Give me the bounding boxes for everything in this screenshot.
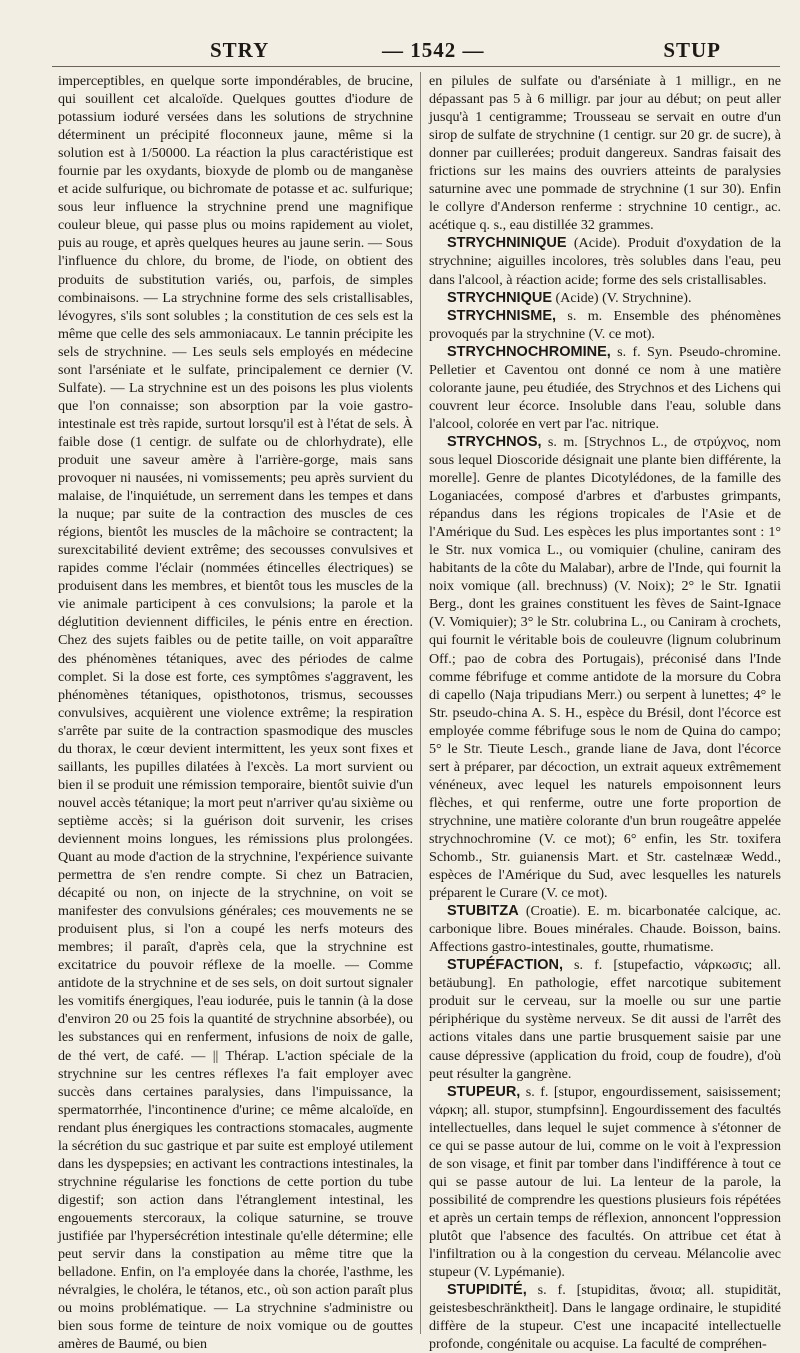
entry-definition: s. f. [stupor, engourdissement, saisissement; νάρκη; all. stupor, stumpfsinn]. Engourdissement des facultés intellectuelles, dans lequel le sujet commence à s'étonner de ce qui se passe autour de lui, comme on le voit à l'expression de son visage, et finit par tomber dans l'indifférence à tout ce qui se passe autour de lui. La lenteur de la parole, la possibilité de comprendre les questions plusieurs fois répétées et après un certain temps de réflexion, annoncent l'oppression plutôt que l'absence des facultés. On attribue cet état à l'infiltration ou à la congestion du cerveau. Mélancolie avec stupeur (V. Lypémanie).: [429, 1083, 781, 1281]
entry-headword: STUPIDITÉ,: [447, 1282, 527, 1299]
left-column: [58, 72, 413, 1353]
left-column-text: imperceptibles, en quelque sorte impondérables, de brucine, qui souillent cet alcaloïde. Quelques gouttes d'iodure de potassium ioduré versées dans les solutions de strychnine déterminent un précipité floconneux jaune, même si la solution est à 1/50000. La réaction la plus caractéristique est fournie par les oxydants, bioxyde de plomb ou de manganèse et acide sulfurique, ou bichromate de potasse et ac. sulfurique; sous leur influence la strychnine prend une magnifique couleur bleue, qui passe plus ou moins rapidement au violet, puis au rouge, et après quelques heures au jaune serin. — Sous l'influence du chlore, du brome, de l'iode, on obtient des produits de substitution variés, ou, parfois, de simples combinaisons. — La strychnine forme des sels cristallisables, lévogyres, s'ils sont solubles ; la constitution de ces sels est la même que celle des sels ammoniacaux. Le tannin précipite les sels de strychnine. — Les seuls sels employés en médecine sont l'arséniate et le sulfate, principalement ce dernier (V. Sulfate). — La strychnine est un des poisons les plus violents que l'on connaisse; son absorption par la voie gastro-intestinale est très rapide, surtout lorsqu'il est à l'état de sels. À faible dose (1 centigr. de sulfate ou de chlorhydrate), elle produit une saveur amère à l'arrière-gorge, mais sans provoquer ni nausées, ni vomissements; peu après survient du malaise, de l'inquiétude, un serrement dans les tempes et dans la nuque; par suite de la contraction des muscles de ces régions, bientôt les muscles de la mâchoire se contractent; la surexcitabilité devient extrême; des secousses convulsives et rapides comme l'éclair (nommées étincelles électriques) se produisent dans les membres, et bientôt tous les muscles de la vie animale participent à ces convulsions; la parole et la déglutition deviennent difficiles, le pénis entre en érection. Chez des sujets faibles ou de petite taille, on voit apparaître des phénomènes tétaniques, avec des périodes de calme complet. Si la dose est forte, ces symptômes s'aggravent, les phénomènes tétaniques, opisthotonos, trismus, secousses convulsives, acquièrent une violence extrême; la respiration s'arrête par suite de la contraction spasmodique des muscles du thorax, le cœur devient intermittent, les yeux sont fixes et saillants, les pupilles dilatées à l'excès. La mort survient ou bien il se produit une rémission temporaire, bientôt suivie d'un nouvel accès tétanique; la mort peut n'arriver qu'au sixième ou septième accès; si la guérison doit survenir, les crises deviennent moins longues, les rémissions plus prolongées. Quant au mode d'action de la strychnine, l'expérience suivante permettra de s'en rendre compte. Si chez un Batracien, décapité ou non, on injecte de la strychnine, on voit se manifester des convulsions générales; ces mouvements ne se produisent plus, si l'on a coupé les nerfs moteurs des membres; il paraît, d'après cela, que la strychnine est excitatrice du pouvoir réflexe de la moelle. — Comme antidote de la strychnine et de ses sels, on doit surtout signaler les vomitifs énergiques, l'eau iodurée, puis le tannin (à la dose d'environ 20 ou 25 fois la quantité de strychnine absorbée), ou les substances qui en renferment, infusions de noix de galle, de thé vert, de café. — || Thérap. L'action spéciale de la strychnine sur les centres réflexes l'a fait employer avec succès dans certaines paralysies, dans l'impuissance, la spermatorrhée, l'incontinence d'urine; ce même alcaloïde, en rendant plus énergiques les contractions stomacales, augmente la sécrétion du suc gastrique et par suite est employé utilement dans les dyspepsies; en activant les contractions intestinales, la strychnine régularise les fonctions de cette portion du tube digestif; son action dans l'étranglement intestinal, les engouements stercoraux, la colique saturnine, se trouve justifiée par l'hypersécrétion intestinale qu'elle détermine; elle peut servir dans la constipation au même titre que la belladone. Enfin, on l'a employée dans la chorée, l'asthme, les névralgies, le choléra, le tétanos, etc., où son action paraît plus ou moins problématique. — La strychnine s'administre ou bien sous forme de teinture de noix vomique ou de gouttes amères de Baumé, ou bien: [58, 73, 413, 1353]
entry-definition: (Acide). Produit d'oxydation de la strychnine; aiguilles incolores, très solubles dans l'eau, peu dans l'alcool, à réaction acide; forme des sels cristallisables.: [429, 235, 781, 288]
header-left-word: STRY: [210, 38, 270, 62]
entry-headword: STUPÉFACTION,: [447, 957, 564, 974]
entries-list: [429, 234, 781, 1353]
dictionary-entry: [429, 307, 781, 343]
entry-definition: (Acide) (V. Strychnine).: [552, 289, 692, 306]
header-rule: [52, 66, 780, 67]
right-column-intro: en pilules de sulfate ou d'arséniate à 1 milligr., en ne dépassant pas 5 à 6 milligr. par jour au début; on peut aller jusqu'à 1 centigramme; Trousseau se servait en outre d'un sirop de sulfate de strychnine (1 centigr. sur 20 gr. de sucre), à donner par cuillerées; produit dangereux. Sandras faisait des frictions sur les mains des ouvriers atteints de paralysies saturnine avec une pommade de strychnine (1 sur 30). Enfin le collyre d'Anderson renferme : strychnine 10 centigr., ac. acétique q. s., eau distillée 32 grammes.: [429, 73, 781, 234]
entry-headword: STRYCHNOS,: [447, 433, 542, 450]
column-divider: [420, 72, 421, 1334]
entry-headword: STUPEUR,: [447, 1083, 521, 1100]
entry-headword: STRYCHNOCHROMINE,: [447, 343, 611, 360]
dictionary-entry: [429, 956, 781, 1082]
entry-headword: STRYCHNIQUE: [447, 289, 552, 306]
entry-definition: s. f. Syn. Pseudo-chromine. Pelletier et Caventou ont donné ce nom à une matière colorante jaune, peu étudiée, des Strychnos et des Lichens qui couvrent leur écorce. Insoluble dans l'eau, soluble dans l'alcool, colorée en vert par l'ac. nitrique.: [429, 343, 781, 432]
dictionary-entry: [429, 343, 781, 433]
entry-definition: s. m. Ensemble des phénomènes provoqués par la strychnine (V. ce mot).: [429, 307, 781, 342]
header-right-word: STUP: [663, 38, 721, 62]
dictionary-entry: [429, 234, 781, 288]
entry-definition: (Croatie). E. m. bicarbonatée calcique, ac. carbonique libre. Boues minérales. Chaude. Boisson, bains. Affections gastro-intestinales, goutte, rhumatisme.: [429, 903, 781, 956]
entry-headword: STUBITZA: [447, 903, 519, 920]
dictionary-entry: [429, 902, 781, 956]
entry-definition: s. f. [stupefactio, νάρκωσις; all. betäubung]. En pathologie, effet narcotique subitement produit sur le cerveau, sur la moelle ou sur une partie périphérique du système nerveux. Se dit aussi de l'arrêt des actions vitales dans une partie brusquement saisie par une cause dépressive (application du froid, coup de foudre), d'où peut résulter la gangrène.: [429, 957, 781, 1082]
dictionary-entry: [429, 433, 781, 902]
entry-headword: STRYCHNINIQUE: [447, 235, 567, 252]
entry-definition: s. f. [stupiditas, ἄνοια; all. stupidität, geistesbeschränktheit]. Dans le langage ordinaire, le stupidité diffère de la stupeur. C'est une incapacité intellectuelle profonde, congénitale ou acquise. La faculté de compréhen-: [429, 1282, 781, 1353]
running-header: [60, 38, 776, 68]
dictionary-entry: [429, 289, 781, 307]
dictionary-entry: [429, 1083, 781, 1282]
page-number: — 1542 —: [382, 38, 485, 62]
dictionary-entry: [429, 1281, 781, 1353]
entry-definition: s. m. [Strychnos L., de στρύχνος, nom sous lequel Dioscoride désignait une plante bien différente, la morelle]. Genre de plantes Dicotylédones, de la famille des Loganiacées, composé d'arbres et d'arbustes grimpants, répandus dans les régions tropicales de l'Asie et de l'Amérique du Sud. Les espèces les plus importantes sont : 1° le Str. nux vomica L., ou vomiquier (chuline, caniram des habitants de la côte du Malabar), arbre de l'Inde, qui fournit la noix vomique (all. brechnuss) (V. Noix); 2° le Str. Ignatii Berg., dont les graines constituent les fèves de Saint-Ignace (V. Vomiquier); 3° le Str. colubrina L., ou Caniram à crochets, qui fournit le véritable bois de couleuvre (lignum colubrinum Off.; pao de cobra des Portugais), préconisé dans l'Inde comme fébrifuge et comme antidote de la morsure du Cobra di capello (Naja tripudians Merr.) ou serpent à lunettes; 4° le Str. pseudo-china A. S. H., espèce du Brésil, dont l'écorce est employée comme fébrifuge sous le nom de Quina do campo; 5° le Str. Tieute Lesch., grande liane de Java, dont l'écorce sert à préparer, par décoction, un extrait aqueux extrêmement vénéneux, avec lequel les naturels empoisonnent leurs flèches, et qui renferme, outre une forte proportion de strychnine, une matière colorante d'un brun rougeâtre appelée strychnochromine (V. ce mot); 6° enfin, les Str. toxifera Schomb., Str. guianensis Mart. et Str. castelnææ Wedd., espèces de l'Amérique du Sud, avec lesquelles les naturels préparent le Curare (V. ce mot).: [429, 433, 781, 902]
right-column: [429, 72, 781, 1353]
entry-headword: STRYCHNISME,: [447, 307, 557, 324]
